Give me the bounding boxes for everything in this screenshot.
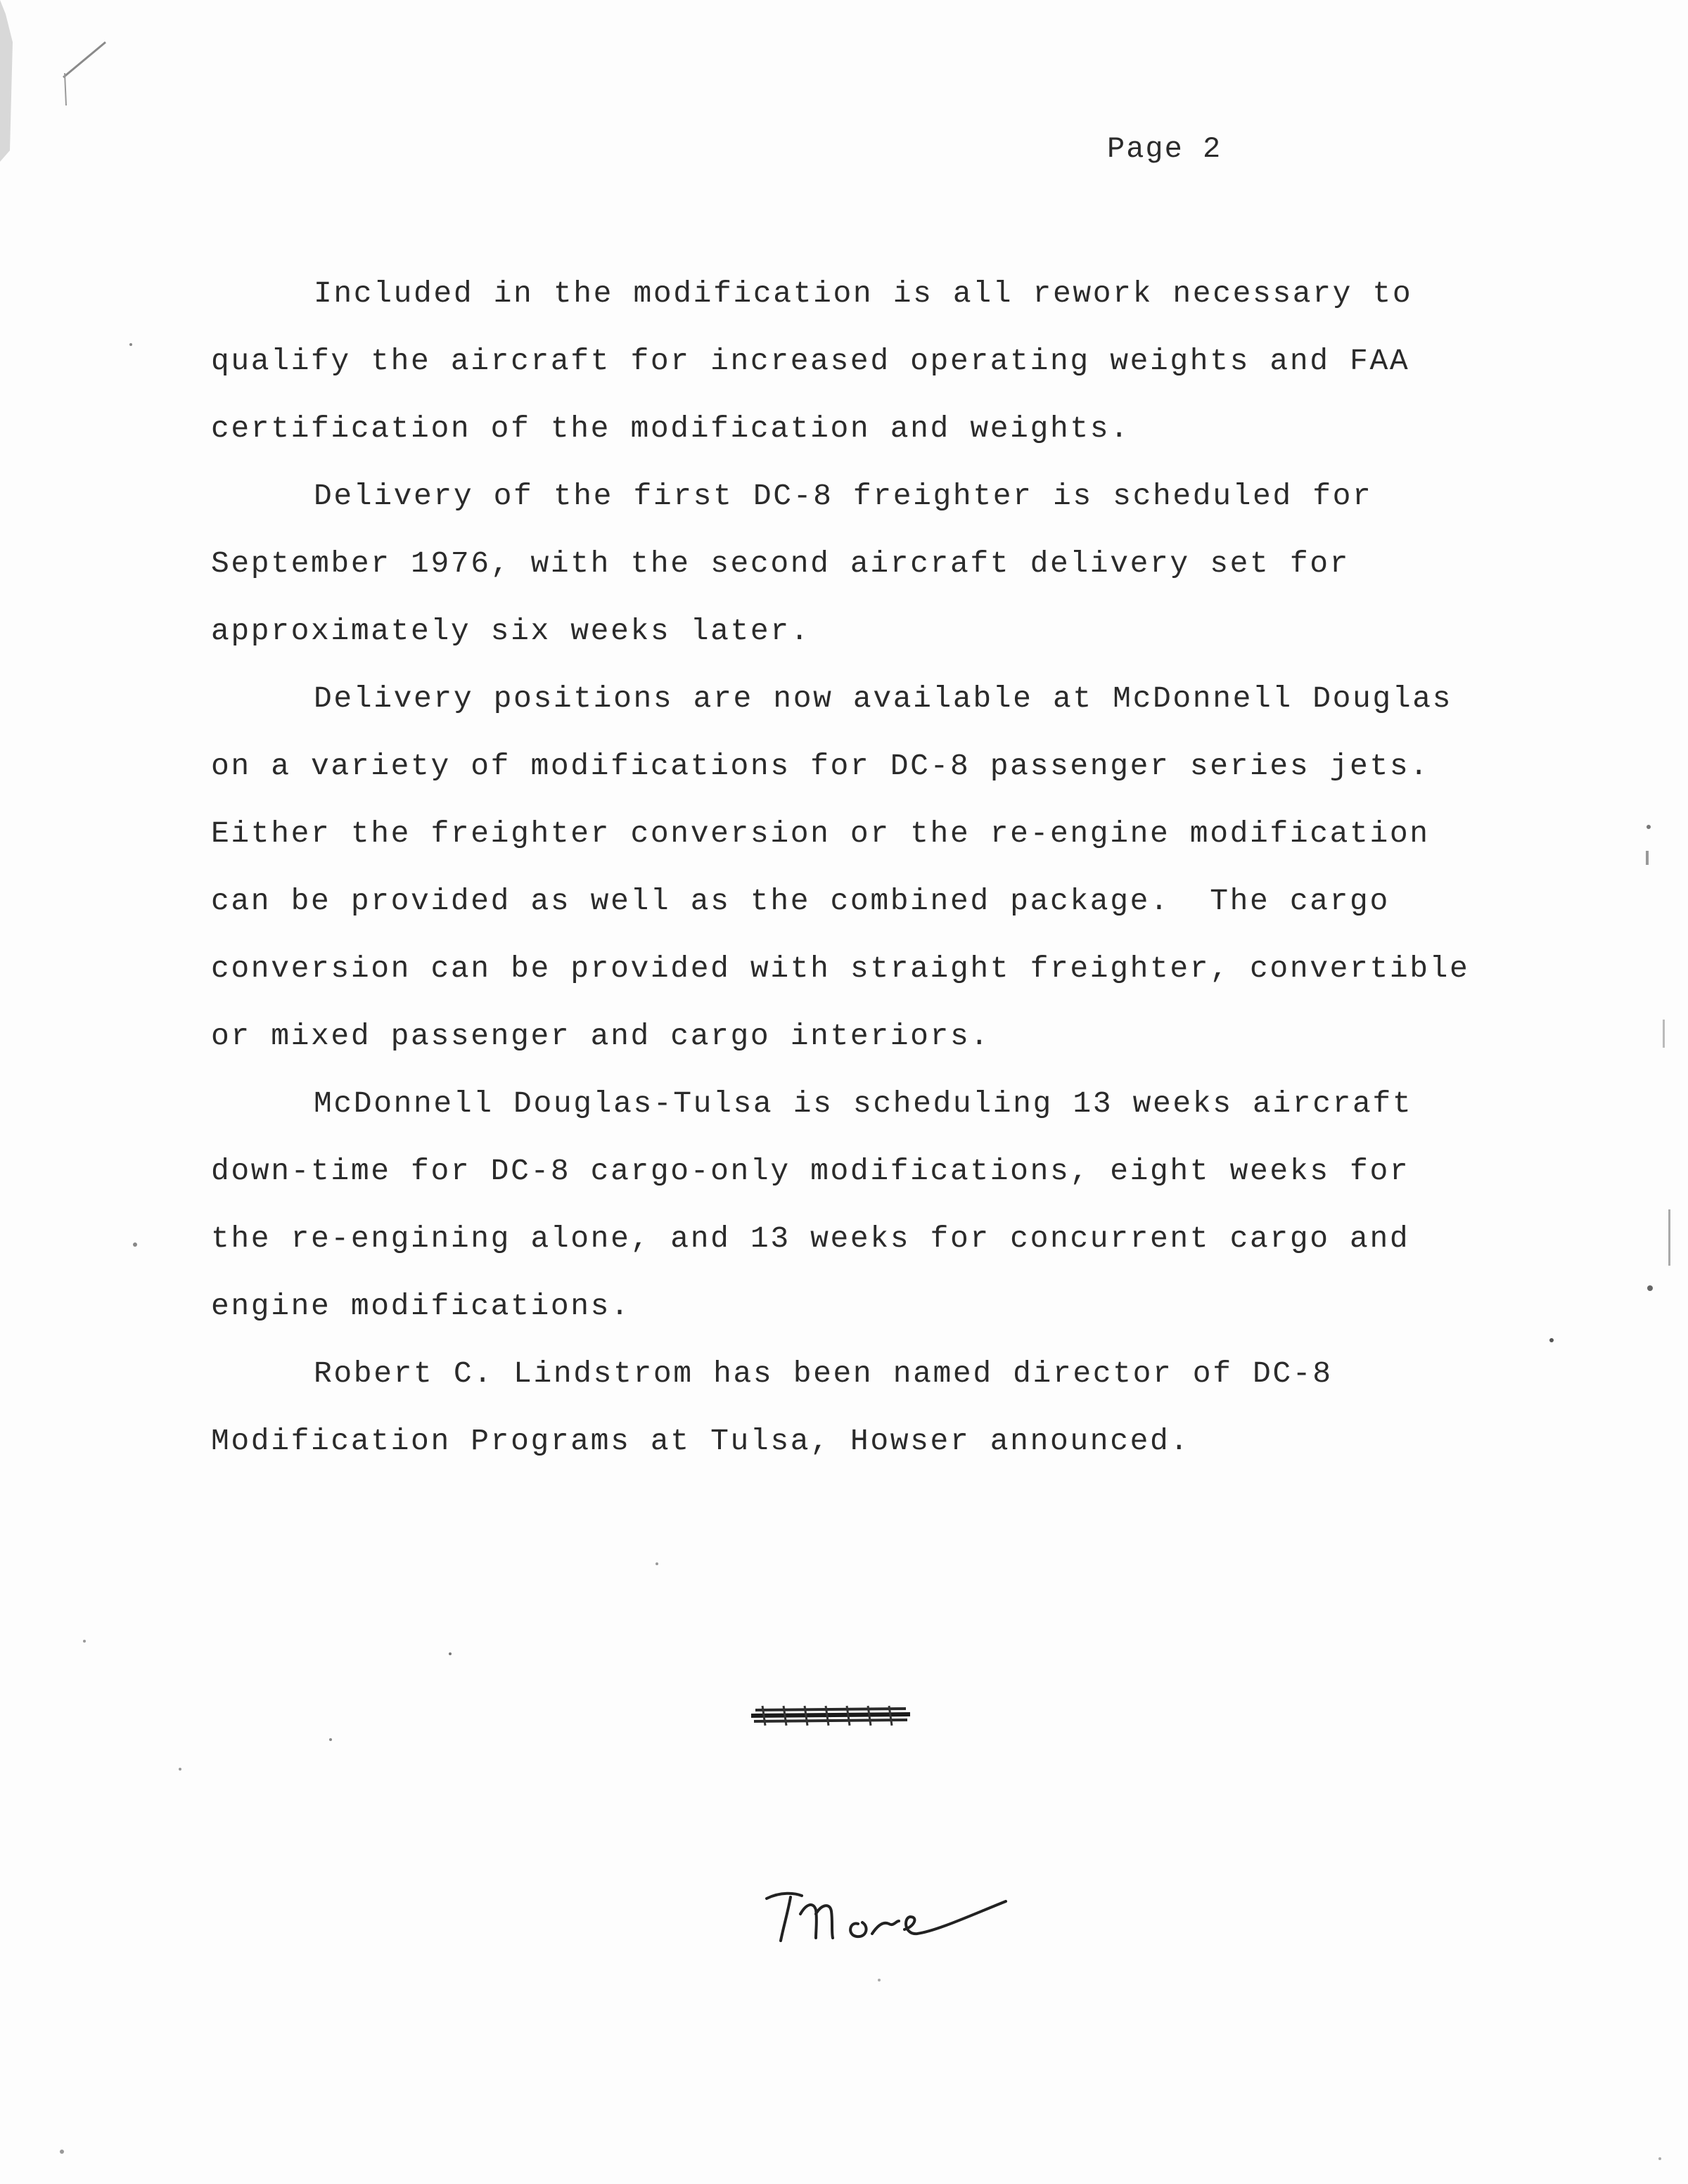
text-line: or mixed passenger and cargo interiors.: [211, 1019, 990, 1053]
paragraph: [211, 260, 1519, 463]
text-line: Either the freighter conversion or the re-engine modification: [211, 816, 1430, 851]
text-line: McDonnell Douglas-Tulsa is scheduling 13 weeks aircraft: [314, 1086, 1413, 1121]
paragraph: [211, 1340, 1519, 1475]
text-line: certification of the modification and weights.: [211, 411, 1130, 446]
text-line: engine modifications.: [211, 1289, 631, 1323]
text-line: September 1976, with the second aircraft delivery set for: [211, 546, 1350, 581]
text-line: down-time for DC-8 cargo-only modifications, eight weeks for: [211, 1154, 1410, 1188]
text-line: conversion can be provided with straight freighter, convertible: [211, 951, 1470, 986]
paragraph: [211, 665, 1519, 1070]
text-line: Included in the modification is all rework necessary to: [314, 276, 1413, 311]
text-line: Modification Programs at Tulsa, Howser announced.: [211, 1424, 1190, 1458]
handwritten-more-note: [760, 1870, 1013, 1948]
folded-corner-mark: [0, 0, 141, 183]
text-line: the re-engining alone, and 13 weeks for concurrent cargo and: [211, 1221, 1410, 1256]
text-line: Delivery of the first DC-8 freighter is scheduled for: [314, 479, 1373, 513]
page-number: Page 2: [1107, 132, 1222, 166]
text-line: approximately six weeks later.: [211, 614, 811, 648]
paragraph: [211, 1070, 1519, 1340]
paragraph: [211, 463, 1519, 665]
struck-out-mark: [748, 1700, 914, 1728]
body-text: [211, 260, 1519, 1475]
text-line: Robert C. Lindstrom has been named director of DC-8: [314, 1356, 1333, 1391]
text-line: can be provided as well as the combined package. The cargo: [211, 884, 1390, 918]
text-line: Delivery positions are now available at McDonnell Douglas: [314, 681, 1453, 716]
text-line: qualify the aircraft for increased operating weights and FAA: [211, 344, 1410, 378]
text-line: on a variety of modifications for DC-8 passenger series jets.: [211, 749, 1430, 783]
